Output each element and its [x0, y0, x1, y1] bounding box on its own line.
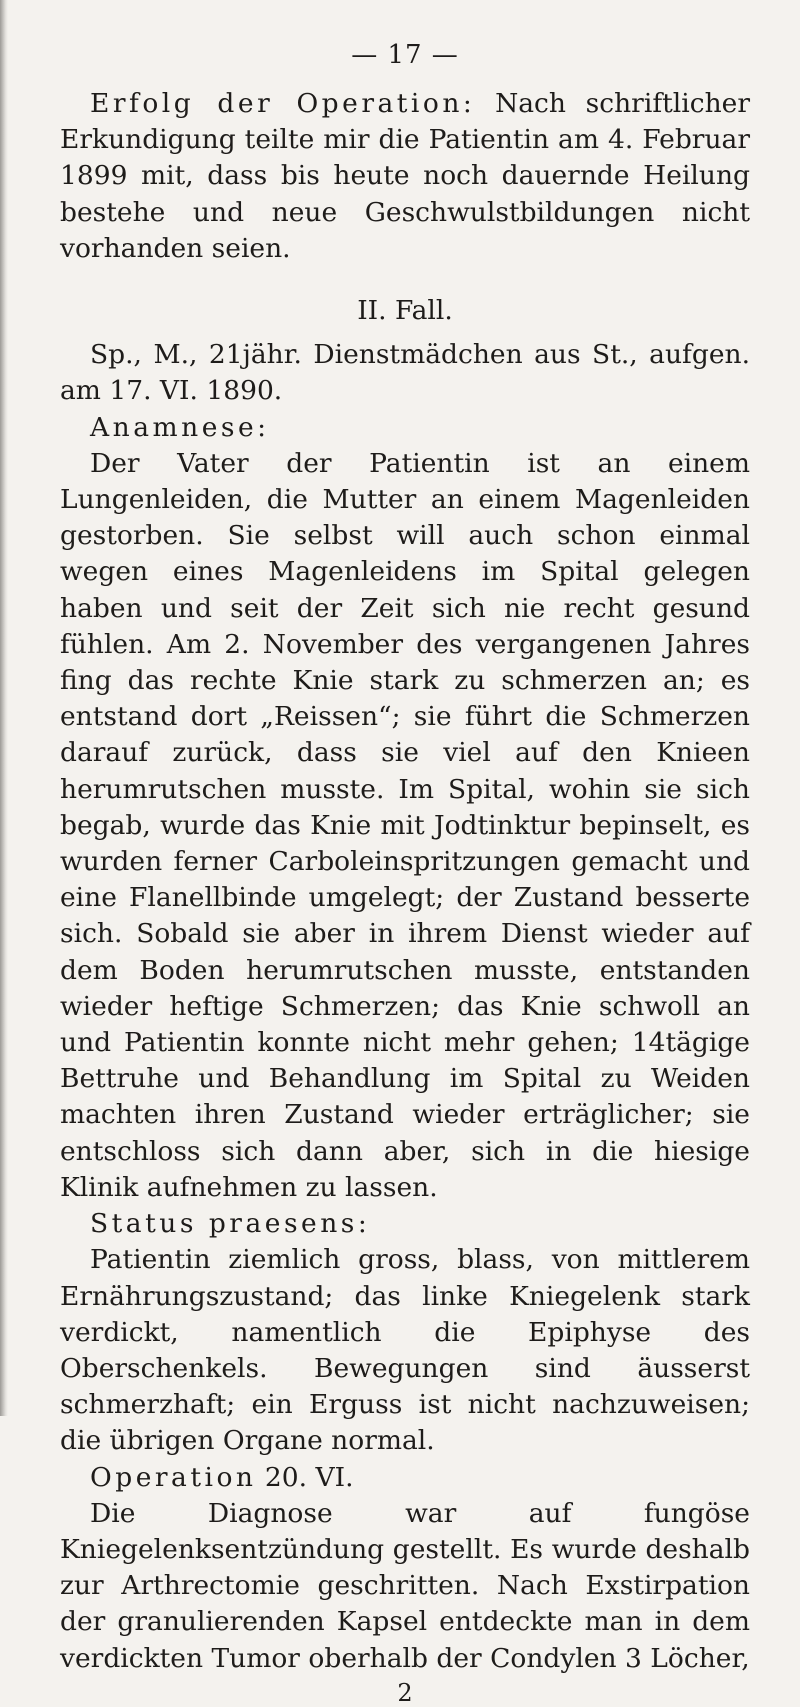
- case-heading: II. Fall.: [357, 295, 453, 327]
- anamnese-heading: [60, 410, 750, 446]
- paragraph-operation: Die Diagnose war auf fungöse Kniegelenksentzündung gestellt. Es wurde deshalb zur Arthrectomie geschritten. Nach Exstirpation der granulierenden Kapsel entdeckte man in dem verdickten Tumor oberhalb der Condylen 3 Löcher,: [60, 1497, 750, 1674]
- status-heading: [60, 1206, 750, 1242]
- operation-heading-text: Operation: [90, 1461, 257, 1493]
- paragraph-patient-info: Sp., M., 21jähr. Dienstmädchen aus St., aufgen. am 17. VI. 1890.: [60, 339, 750, 407]
- operation-heading: [60, 1460, 750, 1496]
- book-page: [60, 40, 750, 1707]
- page-edge-shadow: [0, 0, 8, 1416]
- paragraph-operation-result: [60, 86, 750, 267]
- status-heading-text: Status praesens:: [90, 1208, 371, 1240]
- spaced-heading-operation-result: Erfolg der Operation:: [90, 88, 476, 119]
- paragraph-text: Nach schriftlicher Erkundigung teilte mir die Patientin am 4. Februar 1899 mit, dass bis heute noch dauernde Heilung bestehe und neue Geschwulstbildungen nicht vorhanden seien.: [60, 88, 750, 264]
- signature-mark: 2: [397, 1678, 413, 1707]
- operation-date: 20. VI.: [256, 1461, 354, 1493]
- anamnese-heading-text: Anamnese:: [90, 411, 270, 443]
- page-number: — 17 —: [351, 40, 459, 70]
- paragraph-anamnese: Der Vater der Patientin ist an einem Lungenleiden, die Mutter an einem Magenleiden gestorben. Sie selbst will auch schon einmal wegen eines Magenleidens im Spital gelegen haben und seit der Zeit sich nie recht gesund fühlen. Am 2. November des vergangenen Jahres fing das rechte Knie stark zu schmerzen an; es entstand dort „Reissen“; sie führt die Schmerzen darauf zurück, dass sie viel auf den Knieen herumrutschen musste. Im Spital, wohin sie sich begab, wurde das Knie mit Jodtinktur bepinselt, es wurden ferner Carboleinspritzungen gemacht und eine Flanellbinde umgelegt; der Zustand besserte sich. Sobald sie aber in ihrem Dienst wieder auf dem Boden herumrutschen musste, entstanden wieder heftige Schmerzen; das Knie schwoll an und Patientin konnte nicht mehr gehen; 14tägige Bettruhe und Behandlung im Spital zu Weiden machten ihren Zustand wieder erträglicher; sie entschloss sich dann aber, sich in die hiesige Klinik aufnehmen zu lassen.: [60, 447, 750, 1203]
- paragraph-status: Patientin ziemlich gross, blass, von mittlerem Ernährungszustand; das linke Kniegelenk stark verdickt, namentlich die Epiphyse des Oberschenkels. Bewegungen sind äusserst schmerzhaft; ein Erguss ist nicht nachzuweisen; die übrigen Organe normal.: [60, 1244, 750, 1457]
